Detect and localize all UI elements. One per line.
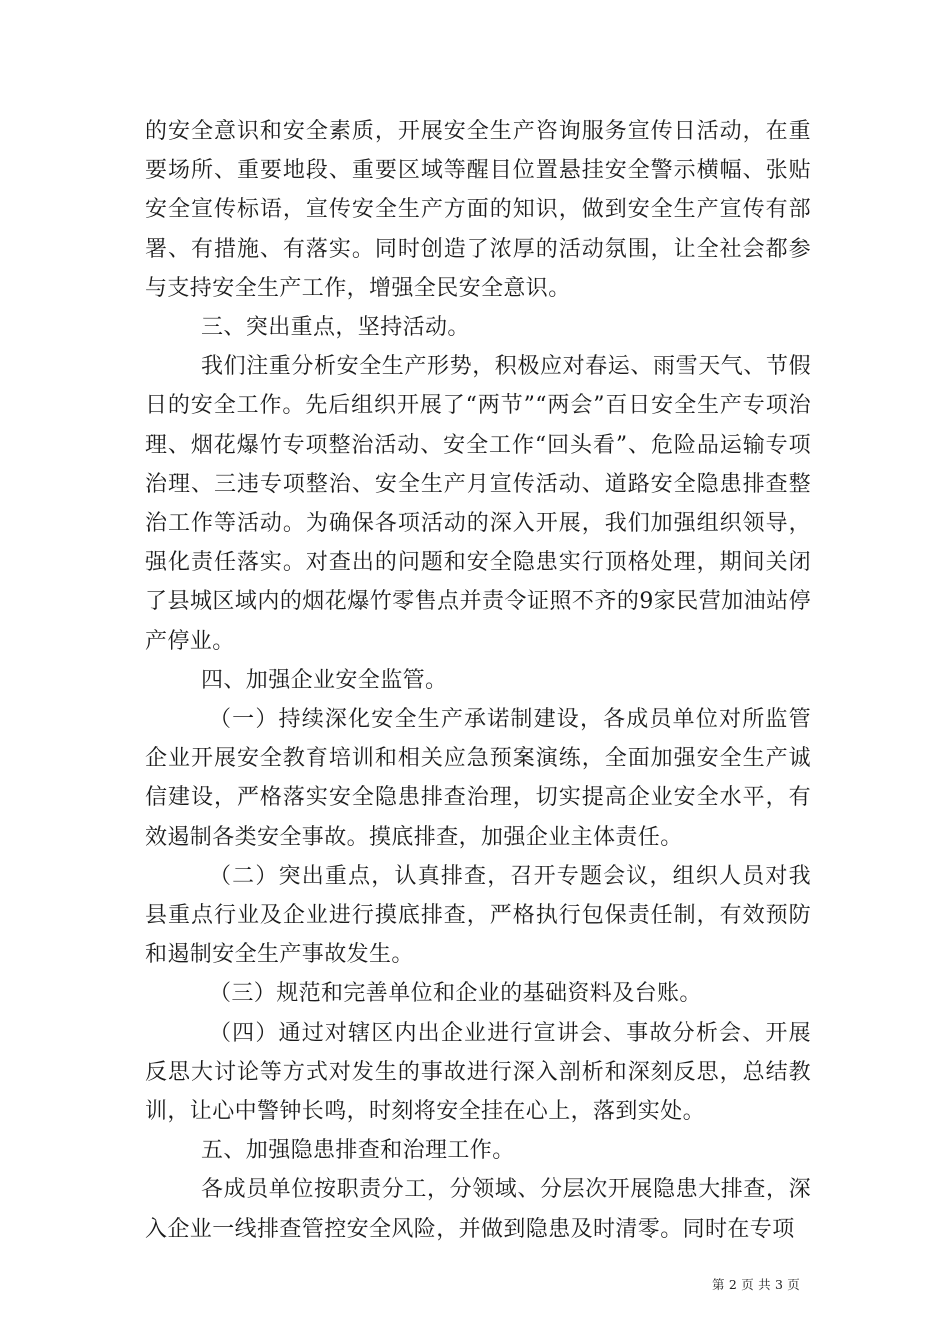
section-heading-3: 三、突出重点，坚持活动。 xyxy=(201,315,470,341)
paragraph-item-3: （三）规范和完善单位和企业的基础资料及台账。 xyxy=(209,981,702,1007)
document-body xyxy=(145,112,811,1249)
section-heading-4: 四、加强企业安全监管。 xyxy=(201,667,448,693)
paragraph: 我们注重分析安全生产形势，积极应对春运、雨雪天气、节假日的安全工作。先后组织开展了“两节”“两会”百日安全生产专项治理、烟花爆竹专项整治活动、安全工作“回头看”、危险品运输专项治理、三违专项整治、安全生产月宣传活动、道路安全隐患排查整治工作等活动。为确保各项活动的深入开展，我们加强组织领导，强化责任落实。对查出的问题和安全隐患实行顶格处理，期间关闭了县城区域内的烟花爆竹零售点并责令证照不齐的9家民营加油站停产停业。 xyxy=(145,354,811,654)
paragraph-item-1: （一）持续深化安全生产承诺制建设，各成员单位对所监管企业开展安全教育培训和相关应急预案演练，全面加强安全生产诚信建设，严格落实安全隐患排查治理，切实提高企业安全水平，有效遏制各类安全事故。摸底排查，加强企业主体责任。 xyxy=(145,707,811,850)
paragraph-item-2: （二）突出重点，认真排查，召开专题会议，组织人员对我县重点行业及企业进行摸底排查，严格执行包保责任制，有效预防和遏制安全生产事故发生。 xyxy=(145,863,811,968)
page-number: 第 2 页 共 3 页 xyxy=(712,1277,800,1292)
paragraph-item-4: （四）通过对辖区内出企业进行宣讲会、事故分析会、开展反思大讨论等方式对发生的事故进行深入剖析和深刻反思，总结教训，让心中警钟长鸣，时刻将安全挂在心上，落到实处。 xyxy=(145,1020,811,1125)
paragraph-continuation: 的安全意识和安全素质，开展安全生产咨询服务宣传日活动，在重要场所、重要地段、重要区域等醒目位置悬挂安全警示横幅、张贴安全宣传标语，宣传安全生产方面的知识，做到安全生产宣传有部署、有措施、有落实。同时创造了浓厚的活动氛围，让全社会都参与支持安全生产工作，增强全民安全意识。 xyxy=(145,119,811,301)
section-heading-5: 五、加强隐患排查和治理工作。 xyxy=(201,1138,515,1164)
paragraph: 各成员单位按职责分工，分领域、分层次开展隐患大排查，深入企业一线排查管控安全风险，并做到隐患及时清零。同时在专项 xyxy=(145,1177,811,1242)
